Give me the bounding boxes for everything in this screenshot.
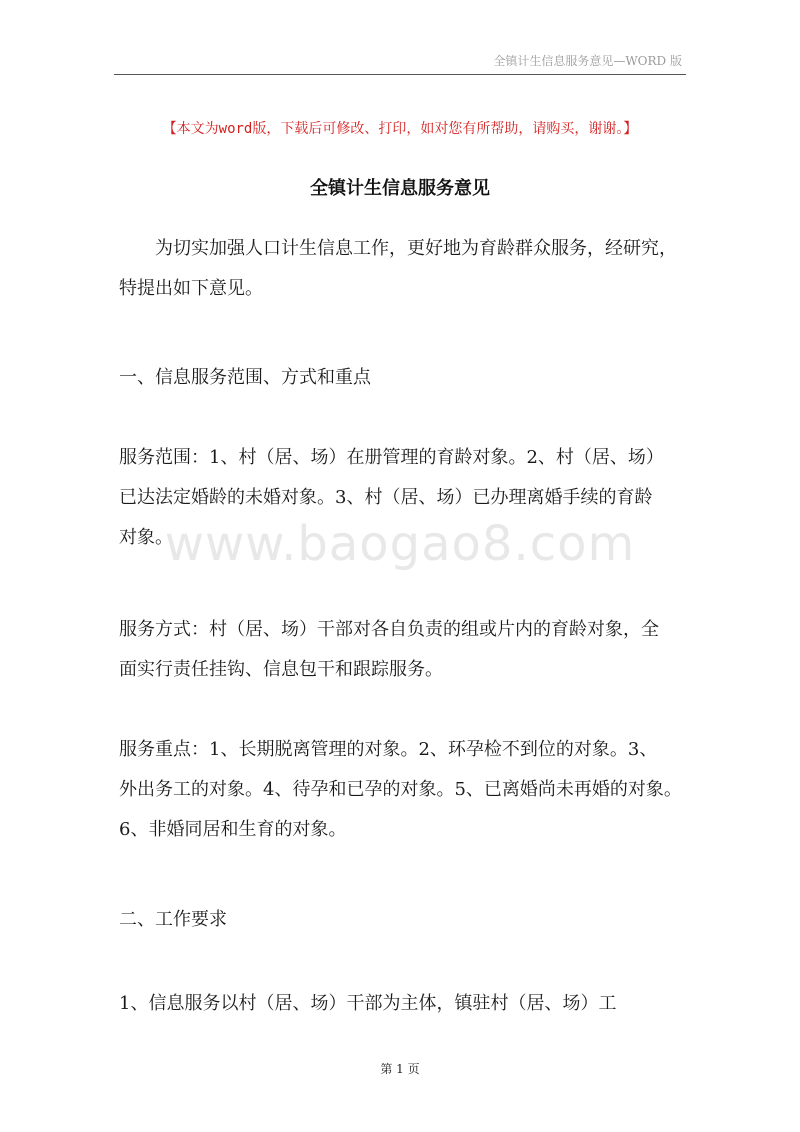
header-divider — [114, 74, 686, 75]
document-title: 全镇计生信息服务意见 — [310, 178, 490, 199]
scope-line-3: 对象。 — [119, 527, 173, 548]
running-header: 全镇计生信息服务意见—WORD 版 — [493, 54, 682, 68]
requirement-1-line-1: 1、信息服务以村（居、场）干部为主体，镇驻村（居、场）工 — [119, 993, 617, 1014]
focus-paragraph — [119, 730, 685, 850]
intro-line-1: 为切实加强人口计生信息工作，更好地为育龄群众服务，经研究， — [155, 238, 677, 259]
page-number: 第 1 页 — [380, 1062, 420, 1076]
scope-line-2: 已达法定婚龄的未婚对象。3、村（居、场）已办理离婚手续的育龄 — [119, 487, 653, 508]
focus-line-2: 外出务工的对象。4、待孕和已孕的对象。5、已离婚尚未再婚的对象。 — [119, 779, 682, 800]
watermark: www.baogao8.com — [164, 516, 636, 572]
section-2-heading-text: 二、工作要求 — [119, 909, 227, 930]
requirement-1-paragraph — [119, 984, 685, 1024]
section-1-heading — [119, 358, 685, 398]
intro-paragraph — [119, 229, 685, 309]
section-1-heading-text: 一、信息服务范围、方式和重点 — [119, 367, 371, 388]
method-line-1: 服务方式：村（居、场）干部对各自负责的组或片内的育龄对象，全 — [119, 619, 659, 640]
focus-line-1: 服务重点：1、长期脱离管理的对象。2、环孕检不到位的对象。3、 — [119, 739, 658, 760]
method-paragraph — [119, 610, 685, 690]
purchase-notice: 【本文为word版，下载后可修改、打印，如对您有所帮助，请购买，谢谢。】 — [162, 121, 638, 137]
scope-line-1: 服务范围：1、村（居、场）在册管理的育龄对象。2、村（居、场） — [119, 447, 664, 468]
method-line-2: 面实行责任挂钩、信息包干和跟踪服务。 — [119, 659, 443, 680]
section-2-heading — [119, 900, 685, 940]
intro-line-2: 特提出如下意见。 — [119, 278, 263, 299]
focus-line-3: 6、非婚同居和生育的对象。 — [119, 819, 347, 840]
